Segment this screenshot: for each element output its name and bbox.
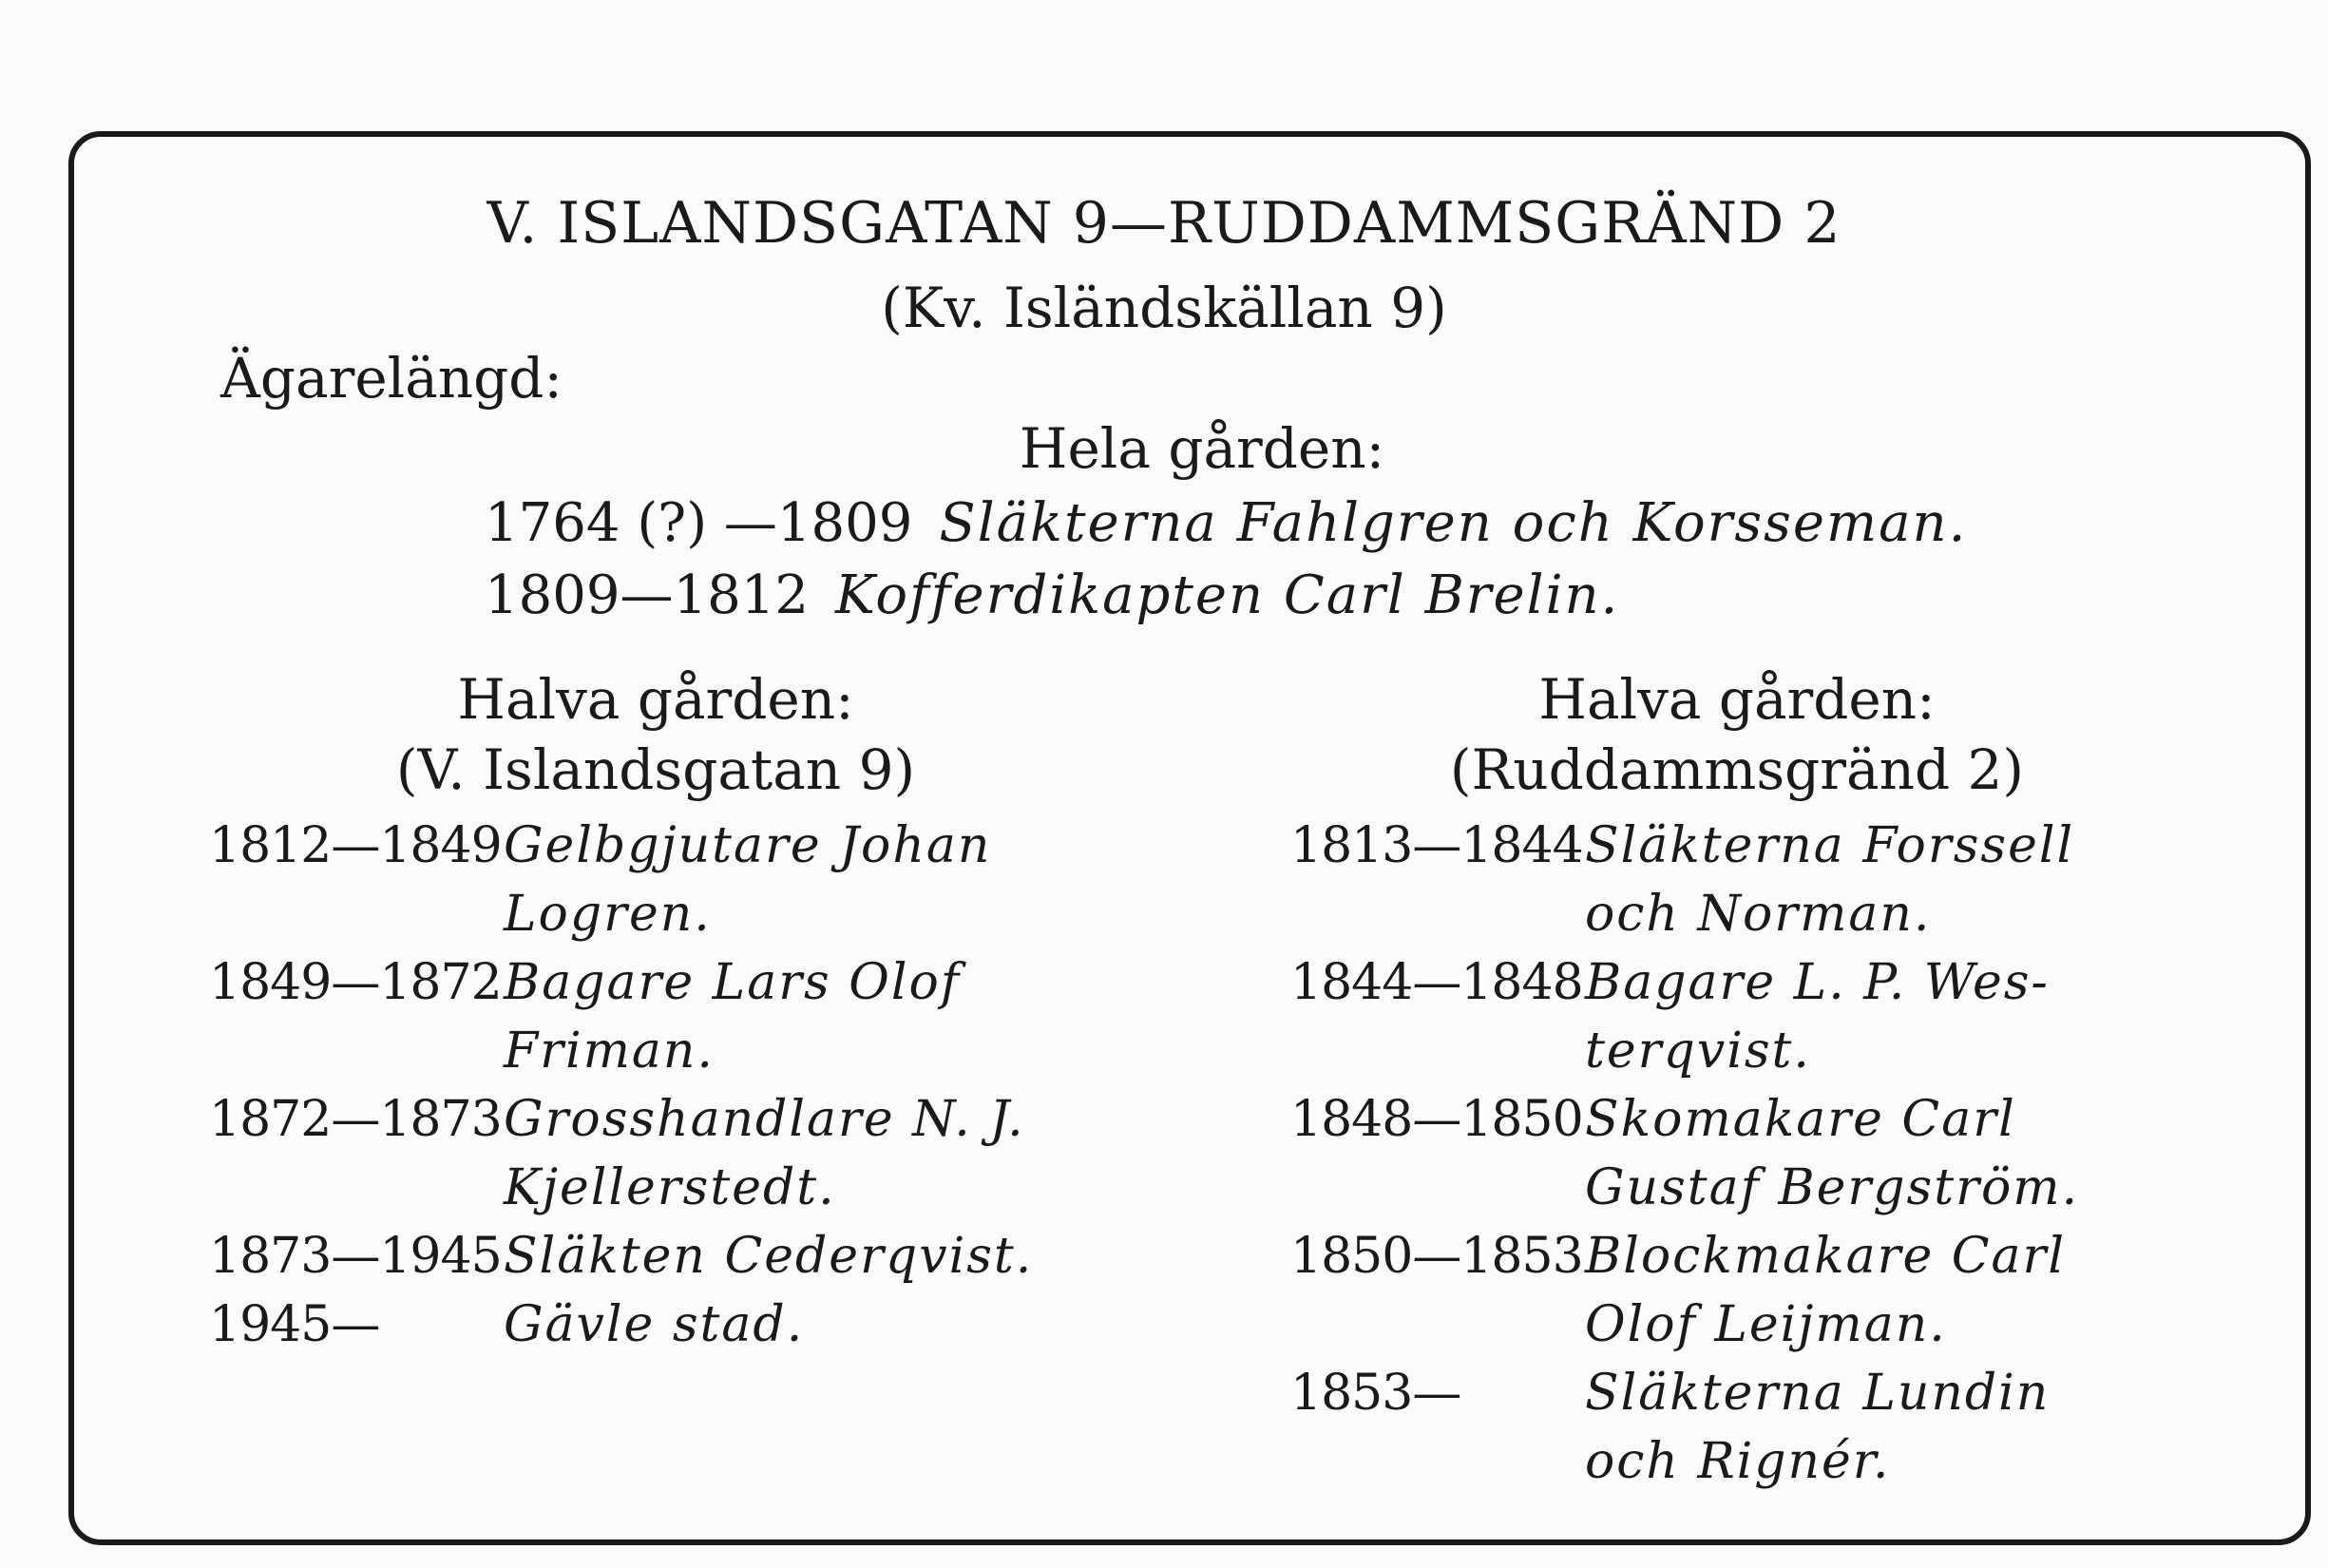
entry-line: Gävle stad. xyxy=(504,1296,805,1353)
whole-property-row xyxy=(485,564,1967,637)
entry-line: Kjellerstedt. xyxy=(504,1159,836,1216)
entry-years: 1945— xyxy=(209,1296,380,1353)
owner-entry xyxy=(1290,1091,2184,1228)
entry-line: och Norman. xyxy=(1585,886,1932,943)
entry-years: 1849—1872 xyxy=(209,954,502,1011)
row-owner: Kofferdikapten Carl Brelin. xyxy=(835,564,1620,626)
owner-entry xyxy=(1290,1365,2184,1501)
entry-line: Släkterna Forssell xyxy=(1585,817,2075,874)
entry-years: 1850—1853 xyxy=(1290,1228,1583,1285)
entry-line: och Rignér. xyxy=(1585,1433,1891,1490)
box-title: V. ISLANDSGATAN 9—RUDDAMMSGRÄND 2 xyxy=(487,190,1841,257)
entry-years: 1813—1844 xyxy=(1290,817,1583,874)
entry-line: Grosshandlare N. J. xyxy=(504,1091,1025,1148)
row-years: 1764 (?) —1809 xyxy=(485,492,913,554)
whole-property-heading: Hela gården: xyxy=(1019,416,1385,481)
left-half-column xyxy=(209,667,1102,1365)
owner-entry xyxy=(209,1296,1102,1365)
left-half-address: (V. Islandsgatan 9) xyxy=(395,737,916,802)
right-half-address: (Ruddammsgränd 2) xyxy=(1449,737,2025,802)
whole-property-list xyxy=(485,492,1967,637)
entry-line: Släkten Cederqvist. xyxy=(504,1228,1034,1285)
owner-entry xyxy=(1290,817,2184,954)
entry-years: 1873—1945 xyxy=(209,1228,502,1285)
row-owner: Släkterna Fahlgren och Korsseman. xyxy=(939,492,1968,554)
owner-entry xyxy=(209,817,1102,954)
owner-entry xyxy=(209,1091,1102,1228)
entry-line: Friman. xyxy=(504,1023,715,1080)
right-half-column xyxy=(1290,667,2184,1501)
box-subtitle: (Kv. Isländskällan 9) xyxy=(881,276,1447,340)
owner-entry xyxy=(209,954,1102,1091)
owners-label: Ägarelängd: xyxy=(220,346,563,411)
row-years: 1809—1812 xyxy=(485,564,810,626)
entry-line: Olof Leijman. xyxy=(1585,1296,1947,1353)
entry-line: Gustaf Bergström. xyxy=(1585,1159,2080,1216)
entry-line: Släkterna Lundin xyxy=(1585,1365,2051,1422)
entry-line: Logren. xyxy=(504,886,712,943)
left-half-heading: Halva gården: xyxy=(457,667,854,732)
entry-years: 1848—1850 xyxy=(1290,1091,1583,1148)
entry-years: 1844—1848 xyxy=(1290,954,1583,1011)
entry-years: 1812—1849 xyxy=(209,817,502,874)
entry-line: Skomakare Carl xyxy=(1585,1091,2016,1148)
right-half-heading: Halva gården: xyxy=(1538,667,1936,732)
owner-entry xyxy=(1290,954,2184,1091)
entry-years: 1872—1873 xyxy=(209,1091,502,1148)
owner-entry xyxy=(1290,1228,2184,1365)
entry-line: terqvist. xyxy=(1585,1023,1811,1080)
entry-line: Bagare Lars Olof xyxy=(504,954,962,1011)
entry-line: Blockmakare Carl xyxy=(1585,1228,2067,1285)
entry-line: Gelbgjutare Johan xyxy=(504,817,992,874)
whole-property-row xyxy=(485,492,1967,564)
owner-entry xyxy=(209,1228,1102,1296)
entry-years: 1853— xyxy=(1290,1365,1461,1422)
entry-line: Bagare L. P. Wes- xyxy=(1585,954,2050,1011)
